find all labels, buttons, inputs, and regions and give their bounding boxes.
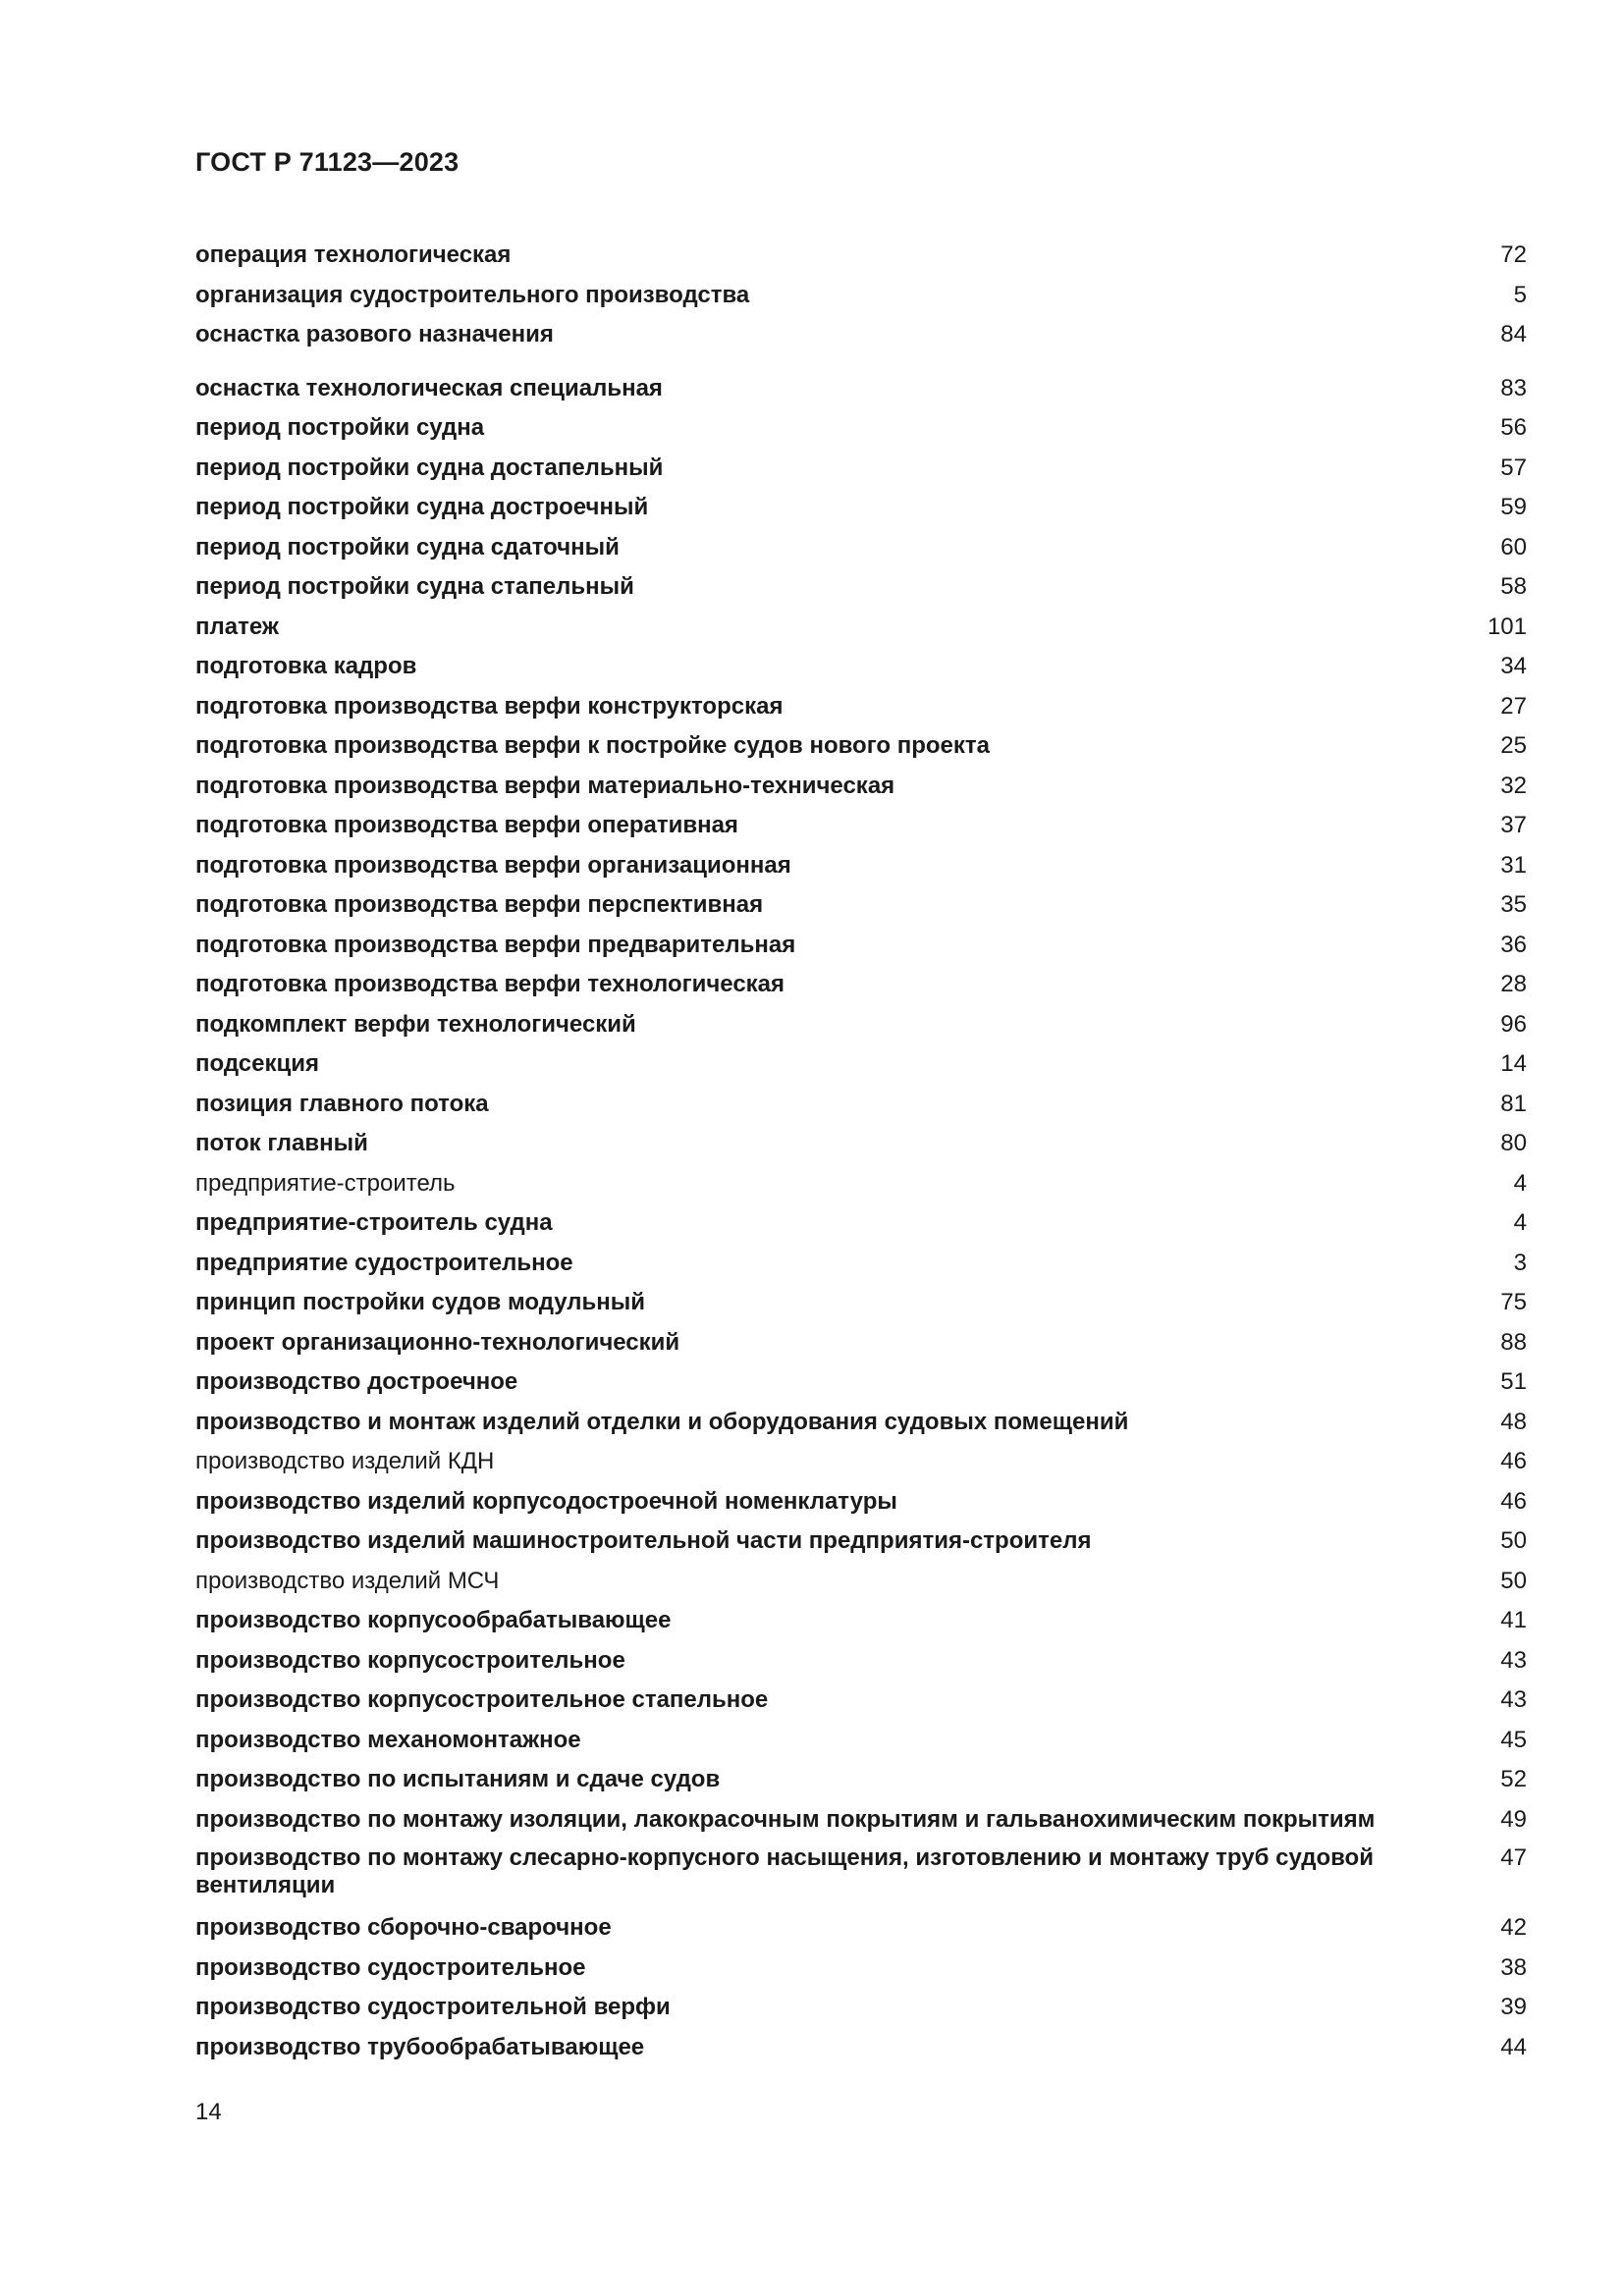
index-term: производство трубообрабатывающее bbox=[195, 2033, 645, 2060]
index-term: производство по монтажу изоляции, лакокрасочным покрытиям и гальванохимическим покрытиям bbox=[195, 1805, 1376, 1833]
document-header: ГОСТ Р 71123—2023 bbox=[195, 147, 460, 177]
index-reference-number: 39 bbox=[1500, 1994, 1527, 2020]
index-term: производство изделий МСЧ bbox=[195, 1567, 500, 1594]
index-term: подготовка производства верфи перспективная bbox=[195, 891, 764, 918]
index-entry bbox=[195, 1682, 1527, 1723]
index-entry bbox=[195, 569, 1527, 610]
index-reference-number: 38 bbox=[1500, 1953, 1527, 1981]
index-term: подготовка производства верфи организационная bbox=[195, 851, 791, 879]
index-entry bbox=[195, 1950, 1527, 1991]
index-reference-number: 60 bbox=[1500, 533, 1527, 561]
index-term: подготовка производства верфи к постройке судов нового проекта bbox=[195, 732, 990, 759]
index-term: проект организационно-технологический bbox=[195, 1328, 680, 1356]
index-reference-number: 88 bbox=[1500, 1328, 1527, 1356]
index-reference-number: 36 bbox=[1500, 931, 1527, 958]
index-reference-number: 57 bbox=[1500, 454, 1527, 481]
index-reference-number: 80 bbox=[1500, 1130, 1527, 1156]
index-reference-number: 50 bbox=[1500, 1567, 1527, 1594]
index-term: производство судостроительное bbox=[195, 1953, 586, 1981]
index-entry bbox=[195, 1087, 1527, 1127]
index-term: производство корпусостроительное bbox=[195, 1646, 625, 1674]
index-entry bbox=[195, 1910, 1527, 1950]
index-term: производство и монтаж изделий отделки и оборудования судовых помещений bbox=[195, 1408, 1129, 1435]
index-entry bbox=[195, 689, 1527, 729]
term-index-list bbox=[195, 238, 1527, 2069]
index-term: период постройки судна сдаточный bbox=[195, 533, 620, 561]
index-reference-number: 32 bbox=[1500, 772, 1527, 799]
index-reference-number: 59 bbox=[1500, 494, 1527, 520]
index-entry bbox=[195, 649, 1527, 689]
index-entry bbox=[195, 1603, 1527, 1643]
index-reference-number: 72 bbox=[1500, 241, 1527, 268]
index-reference-number: 45 bbox=[1500, 1726, 1527, 1753]
index-entry bbox=[195, 1723, 1527, 1763]
index-term: оснастка технологическая специальная bbox=[195, 374, 663, 401]
index-entry bbox=[195, 278, 1527, 318]
index-term: оснастка разового назначения bbox=[195, 321, 554, 347]
index-reference-number: 56 bbox=[1500, 414, 1527, 441]
index-entry bbox=[195, 1842, 1527, 1910]
index-entry bbox=[195, 1007, 1527, 1047]
index-reference-number: 14 bbox=[1500, 1050, 1527, 1077]
index-term: период постройки судна bbox=[195, 414, 485, 441]
index-reference-number: 84 bbox=[1500, 321, 1527, 347]
index-entry bbox=[195, 1205, 1527, 1246]
index-reference-number: 44 bbox=[1500, 2033, 1527, 2060]
index-term: поток главный bbox=[195, 1130, 368, 1156]
index-entry bbox=[195, 317, 1527, 357]
index-term: производство по испытаниям и сдаче судов bbox=[195, 1766, 721, 1792]
index-term: подготовка производства верфи предварительная bbox=[195, 931, 796, 958]
index-reference-number: 3 bbox=[1513, 1249, 1527, 1276]
index-term: принцип постройки судов модульный bbox=[195, 1289, 646, 1315]
index-reference-number: 41 bbox=[1500, 1607, 1527, 1633]
index-reference-number: 50 bbox=[1500, 1527, 1527, 1554]
index-term: платеж bbox=[195, 613, 279, 640]
index-reference-number: 51 bbox=[1500, 1368, 1527, 1395]
index-reference-number: 96 bbox=[1500, 1010, 1527, 1038]
index-term: производство достроечное bbox=[195, 1368, 518, 1395]
index-entry bbox=[195, 238, 1527, 278]
index-term: предприятие-строитель судна bbox=[195, 1209, 553, 1236]
index-reference-number: 48 bbox=[1500, 1408, 1527, 1435]
index-term: период постройки судна достроечный bbox=[195, 494, 649, 520]
index-entry bbox=[195, 1564, 1527, 1604]
index-entry bbox=[195, 1166, 1527, 1206]
index-entry bbox=[195, 1046, 1527, 1087]
index-entry bbox=[195, 371, 1527, 411]
index-term: подготовка производства верфи оперативная bbox=[195, 812, 738, 838]
index-reference-number: 47 bbox=[1500, 1844, 1527, 1871]
index-term: подкомплект верфи технологический bbox=[195, 1010, 636, 1038]
index-term: производство корпусообрабатывающее bbox=[195, 1607, 672, 1633]
index-reference-number: 52 bbox=[1500, 1766, 1527, 1792]
index-reference-number: 4 bbox=[1513, 1209, 1527, 1236]
index-term: позиция главного потока bbox=[195, 1090, 489, 1117]
index-entry bbox=[195, 2030, 1527, 2070]
index-reference-number: 101 bbox=[1487, 613, 1527, 640]
index-entry bbox=[195, 1325, 1527, 1365]
index-entry bbox=[195, 1523, 1527, 1564]
index-term: подготовка кадров bbox=[195, 653, 417, 679]
index-term: операция технологическая bbox=[195, 241, 512, 268]
index-entry bbox=[195, 1405, 1527, 1445]
index-entry bbox=[195, 1643, 1527, 1683]
index-term: подготовка производства верфи технологическая bbox=[195, 971, 785, 997]
index-entry bbox=[195, 1990, 1527, 2030]
index-reference-number: 42 bbox=[1500, 1914, 1527, 1941]
index-reference-number: 75 bbox=[1500, 1289, 1527, 1315]
index-entry bbox=[195, 887, 1527, 928]
index-term: производство сборочно-сварочное bbox=[195, 1914, 612, 1941]
index-term: организация судостроительного производства bbox=[195, 281, 750, 308]
index-entry bbox=[195, 728, 1527, 769]
index-term: производство изделий корпусодостроечной номенклатуры bbox=[195, 1487, 897, 1515]
index-term: предприятие-строитель bbox=[195, 1169, 456, 1197]
index-reference-number: 27 bbox=[1500, 692, 1527, 720]
page-number: 14 bbox=[195, 2099, 222, 2125]
index-reference-number: 43 bbox=[1500, 1646, 1527, 1674]
index-term: период постройки судна достапельный bbox=[195, 454, 664, 481]
index-reference-number: 83 bbox=[1500, 374, 1527, 401]
index-term: подготовка производства верфи конструкторская bbox=[195, 692, 784, 720]
index-reference-number: 81 bbox=[1500, 1090, 1527, 1117]
index-term: подготовка производства верфи материально-техническая bbox=[195, 772, 895, 799]
index-entry bbox=[195, 848, 1527, 888]
index-entry bbox=[195, 1444, 1527, 1484]
index-entry bbox=[195, 928, 1527, 968]
index-reference-number: 43 bbox=[1500, 1686, 1527, 1713]
index-entry bbox=[195, 967, 1527, 1007]
index-reference-number: 31 bbox=[1500, 851, 1527, 879]
index-reference-number: 5 bbox=[1513, 281, 1527, 308]
index-term: производство корпусостроительное стапельное bbox=[195, 1686, 769, 1713]
index-entry bbox=[195, 808, 1527, 848]
index-entry bbox=[195, 1126, 1527, 1166]
index-entry bbox=[195, 1762, 1527, 1802]
index-entry bbox=[195, 1802, 1527, 1842]
index-reference-number: 49 bbox=[1500, 1805, 1527, 1833]
index-reference-number: 46 bbox=[1500, 1487, 1527, 1515]
index-entry bbox=[195, 1484, 1527, 1524]
index-entry bbox=[195, 490, 1527, 530]
index-entry bbox=[195, 451, 1527, 491]
index-entry bbox=[195, 530, 1527, 570]
index-reference-number: 34 bbox=[1500, 653, 1527, 679]
index-entry bbox=[195, 1246, 1527, 1286]
index-term: период постройки судна стапельный bbox=[195, 573, 634, 600]
index-reference-number: 46 bbox=[1500, 1448, 1527, 1474]
index-reference-number: 58 bbox=[1500, 573, 1527, 600]
index-term: предприятие судостроительное bbox=[195, 1249, 573, 1276]
index-entry bbox=[195, 610, 1527, 650]
index-entry bbox=[195, 1285, 1527, 1325]
index-reference-number: 28 bbox=[1500, 971, 1527, 997]
index-term: подсекция bbox=[195, 1050, 319, 1077]
index-entry bbox=[195, 410, 1527, 451]
index-term: производство судостроительной верфи bbox=[195, 1994, 671, 2020]
index-term: производство изделий КДН bbox=[195, 1448, 495, 1474]
index-reference-number: 37 bbox=[1500, 812, 1527, 838]
index-reference-number: 25 bbox=[1500, 732, 1527, 759]
index-term: производство изделий машиностроительной части предприятия-строителя bbox=[195, 1527, 1092, 1554]
index-term: производство механомонтажное bbox=[195, 1726, 581, 1753]
index-reference-number: 4 bbox=[1513, 1169, 1527, 1197]
index-entry bbox=[195, 1364, 1527, 1405]
index-reference-number: 35 bbox=[1500, 891, 1527, 918]
index-entry bbox=[195, 769, 1527, 809]
index-term: производство по монтажу слесарно-корпусного насыщения, изготовлению и монтажу труб судовой вентиляции bbox=[195, 1844, 1374, 1898]
